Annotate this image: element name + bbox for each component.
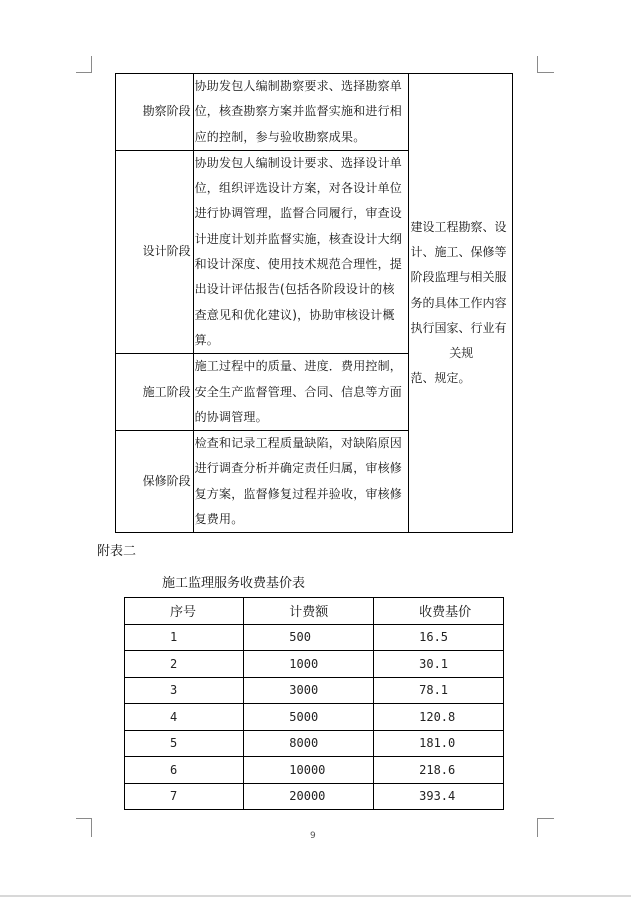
supervision-scope-table (115, 73, 513, 533)
desc-line: 算。 (194, 332, 220, 347)
table-row (125, 651, 504, 678)
cell-index: 1 (125, 624, 244, 651)
desc-line: 出设计评估报告(包括各阶段设计的核 (194, 282, 395, 297)
table-row (125, 757, 504, 784)
crop-mark-top-left (76, 56, 92, 73)
appendix-label: 附表二 (97, 544, 137, 559)
cell-fee-base: 5000 (244, 704, 374, 731)
table-row (125, 730, 504, 757)
table-row (125, 783, 504, 810)
note-line: 执行国家、行业有 (410, 320, 507, 335)
cell-base-price: 393.4 (374, 783, 504, 810)
desc-line: 计进度计划并监督实施，核查设计大纲 (194, 231, 403, 246)
page-number: 9 (310, 831, 316, 841)
cell-base-price: 120.8 (374, 704, 504, 731)
table-row (125, 624, 504, 651)
cell-index: 3 (125, 677, 244, 704)
desc-line: 安全生产监督管理、合同、信息等方面 (194, 384, 403, 399)
cell-index: 7 (125, 783, 244, 810)
cell-index: 4 (125, 704, 244, 731)
header-index: 序号 (125, 598, 244, 625)
note-line: 阶段监理与相关服 (410, 270, 507, 285)
desc-line: 应的控制，参与验收勘察成果。 (194, 129, 366, 144)
desc-line: 和设计深度、使用技术规范合理性，提 (194, 257, 403, 272)
header-base-price: 收费基价 (374, 598, 504, 625)
desc-line: 复方案，监督修复过程并验收，审核修 (194, 486, 403, 501)
note-line: 务的具体工作内容 (410, 295, 507, 310)
desc-line: 施工过程中的质量、进度．费用控制， (194, 359, 403, 374)
cell-base-price: 181.0 (374, 730, 504, 757)
fee-table-title: 施工监理服务收费基价表 (162, 576, 306, 591)
desc-line: 检查和记录工程质量缺陷，对缺陷原因 (194, 436, 403, 451)
stage-description (193, 354, 409, 431)
cell-fee-base: 3000 (244, 677, 374, 704)
cell-index: 2 (125, 651, 244, 678)
desc-line: 查意见和优化建议)，协助审核设计概 (194, 307, 395, 322)
stage-label: 保修阶段 (116, 431, 194, 533)
crop-mark-bottom-right (537, 818, 554, 837)
desc-line: 进行调查分析并确定责任归属，审核修 (194, 461, 403, 476)
stage-label: 设计阶段 (116, 150, 194, 353)
cell-base-price: 30.1 (374, 651, 504, 678)
cell-index: 5 (125, 730, 244, 757)
cell-fee-base: 500 (244, 624, 374, 651)
table-header-row (125, 598, 504, 625)
desc-line: 的协调管理。 (194, 409, 268, 424)
cell-fee-base: 1000 (244, 651, 374, 678)
note-line: 范、规定。 (410, 371, 471, 386)
note-line: 关规 (449, 346, 474, 361)
cell-index: 6 (125, 757, 244, 784)
cell-base-price: 78.1 (374, 677, 504, 704)
note-line: 计、施工、保修等 (410, 244, 507, 259)
stage-description (193, 150, 409, 353)
cell-fee-base: 8000 (244, 730, 374, 757)
header-fee-base: 计费额 (244, 598, 374, 625)
desc-line: 协助发包人编制勘察要求、选择勘察单 (194, 79, 403, 93)
cell-base-price: 218.6 (374, 757, 504, 784)
stage-label: 施工阶段 (116, 354, 194, 431)
stage-description (193, 74, 409, 151)
note-line: 建设工程勘察、设 (410, 219, 507, 234)
desc-line: 位，核查勘察方案并监督实施和进行相 (194, 104, 403, 119)
stage-description (193, 431, 409, 533)
cell-base-price: 16.5 (374, 624, 504, 651)
table-row (116, 74, 513, 151)
stage-label: 勘察阶段 (116, 74, 194, 151)
table-row (125, 704, 504, 731)
crop-mark-top-right (537, 56, 554, 73)
desc-line: 协助发包人编制设计要求、选择设计单 (194, 155, 403, 170)
desc-line: 进行协调管理，监督合同履行，审查设 (194, 206, 403, 221)
fee-table (124, 597, 504, 810)
table-row (125, 677, 504, 704)
scope-note (409, 74, 513, 533)
cell-fee-base: 10000 (244, 757, 374, 784)
crop-mark-bottom-left (76, 818, 92, 837)
cell-fee-base: 20000 (244, 783, 374, 810)
desc-line: 复费用。 (194, 512, 244, 527)
desc-line: 位，组织评选设计方案，对各设计单位 (194, 181, 403, 196)
